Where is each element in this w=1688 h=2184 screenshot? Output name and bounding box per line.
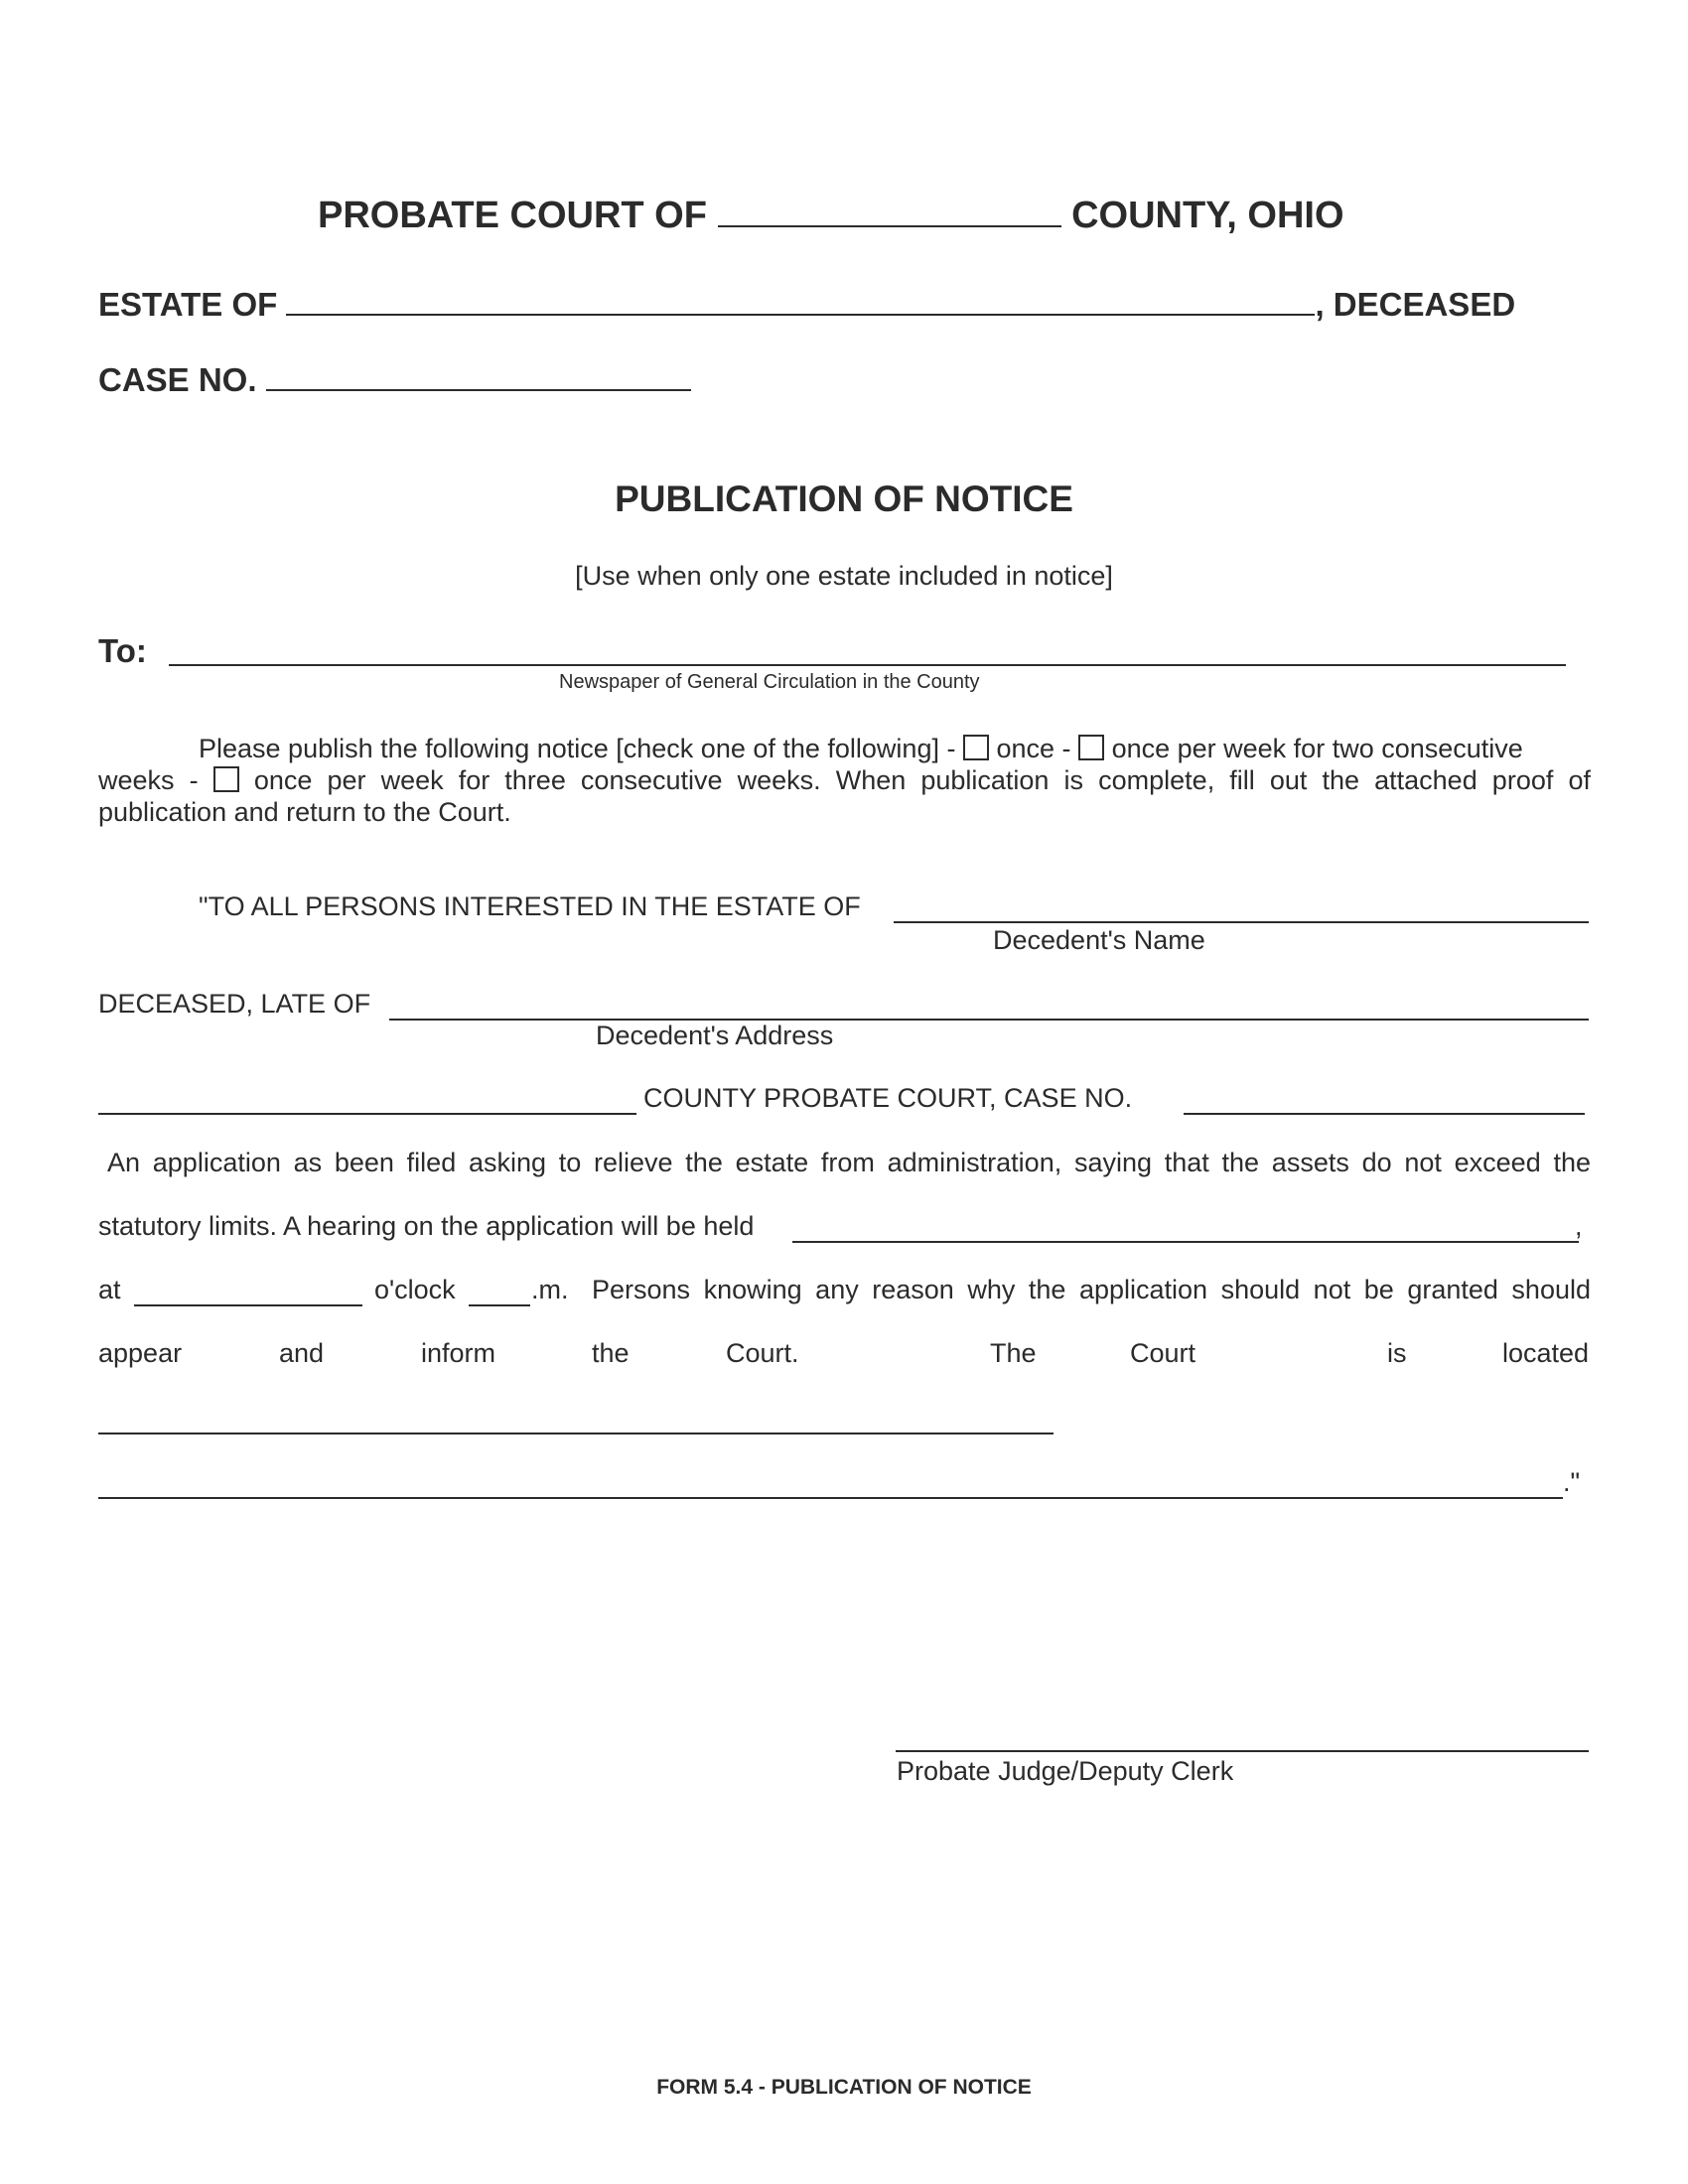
once-checkbox[interactable] xyxy=(963,735,989,760)
to-label: To: xyxy=(98,632,147,669)
court-suffix: COUNTY, OHIO xyxy=(1071,195,1344,236)
option-two-weeks-label: once per week for two consecutive xyxy=(1111,734,1523,763)
case-number-field[interactable] xyxy=(266,389,691,391)
appear-word-7: Court xyxy=(1130,1338,1196,1368)
weeks-dash: weeks - xyxy=(98,765,199,795)
closing-quote: ." xyxy=(1563,1467,1581,1497)
oclock-label: o'clock xyxy=(374,1275,456,1304)
instructions-lead: Please publish the following notice [check one of the following] - xyxy=(199,734,956,763)
hearing-comma: , xyxy=(1575,1211,1583,1241)
to-all-persons: "TO ALL PERSONS INTERESTED IN THE ESTATE OF xyxy=(199,891,861,921)
two-weeks-checkbox[interactable] xyxy=(1078,735,1104,760)
signature-field[interactable] xyxy=(896,1750,1589,1752)
decedent-name-caption: Decedent's Name xyxy=(993,925,1205,955)
estate-name-field[interactable] xyxy=(286,314,1315,316)
signature-caption: Probate Judge/Deputy Clerk xyxy=(897,1756,1234,1786)
persons-text: Persons knowing any reason why the application should not be granted should xyxy=(592,1275,1591,1304)
appear-word-4: the xyxy=(592,1338,630,1368)
statutory-text: statutory limits. A hearing on the application will be held xyxy=(98,1211,755,1241)
instructions-line-1 xyxy=(199,734,1523,764)
three-weeks-checkbox[interactable] xyxy=(213,766,239,792)
appear-word-3: inform xyxy=(421,1338,496,1368)
decedent-address-caption: Decedent's Address xyxy=(596,1021,834,1050)
appear-word-9: located xyxy=(1502,1338,1590,1368)
court-location-field-2[interactable] xyxy=(98,1497,1563,1499)
estate-label: ESTATE OF xyxy=(98,286,278,323)
meridiem-label: .m. xyxy=(531,1275,569,1304)
county-court-field[interactable] xyxy=(98,1113,636,1115)
appear-word-2: and xyxy=(279,1338,325,1368)
appear-word-5: Court. xyxy=(726,1338,799,1368)
case-line xyxy=(98,361,691,399)
application-text: An application as been filed asking to relieve the estate from administration, saying that the assets do not exceed the xyxy=(107,1148,1591,1177)
at-label: at xyxy=(98,1275,121,1304)
page-subtitle: [Use when only one estate included in notice] xyxy=(575,561,1113,591)
estate-line xyxy=(98,286,1515,324)
newspaper-field[interactable] xyxy=(169,664,1566,666)
option-three-weeks-label: once per week for three consecutive weeks. When publication is complete, fill out the attached proof of xyxy=(253,765,1591,795)
county-probate-court-label: COUNTY PROBATE COURT, CASE NO. xyxy=(643,1083,1133,1113)
instructions-line-2 xyxy=(98,765,1591,796)
hearing-time-field[interactable] xyxy=(134,1304,362,1306)
appear-word-6: The xyxy=(990,1338,1037,1368)
page-title: PUBLICATION OF NOTICE xyxy=(615,478,1073,519)
deceased-late-of: DECEASED, LATE OF xyxy=(98,989,371,1019)
deceased-label: , DECEASED xyxy=(1315,286,1516,323)
court-location-field-1[interactable] xyxy=(98,1433,1054,1434)
decedent-address-field[interactable] xyxy=(389,1019,1589,1021)
am-pm-field[interactable] xyxy=(469,1304,530,1306)
newspaper-caption: Newspaper of General Circulation in the County xyxy=(559,671,980,693)
appear-word-1: appear xyxy=(98,1338,183,1368)
option-once-label: once - xyxy=(996,734,1071,763)
decedent-name-field[interactable] xyxy=(894,921,1589,923)
appear-word-8: is xyxy=(1387,1338,1407,1368)
form-footer: FORM 5.4 - PUBLICATION OF NOTICE xyxy=(656,2076,1032,2099)
court-prefix: PROBATE COURT OF xyxy=(318,195,707,236)
county-name-field[interactable] xyxy=(718,225,1061,227)
court-case-number-field[interactable] xyxy=(1184,1113,1585,1115)
hearing-date-field[interactable] xyxy=(792,1241,1579,1243)
court-heading xyxy=(318,195,1344,237)
case-label: CASE NO. xyxy=(98,361,257,398)
instructions-line-3: publication and return to the Court. xyxy=(98,797,511,827)
